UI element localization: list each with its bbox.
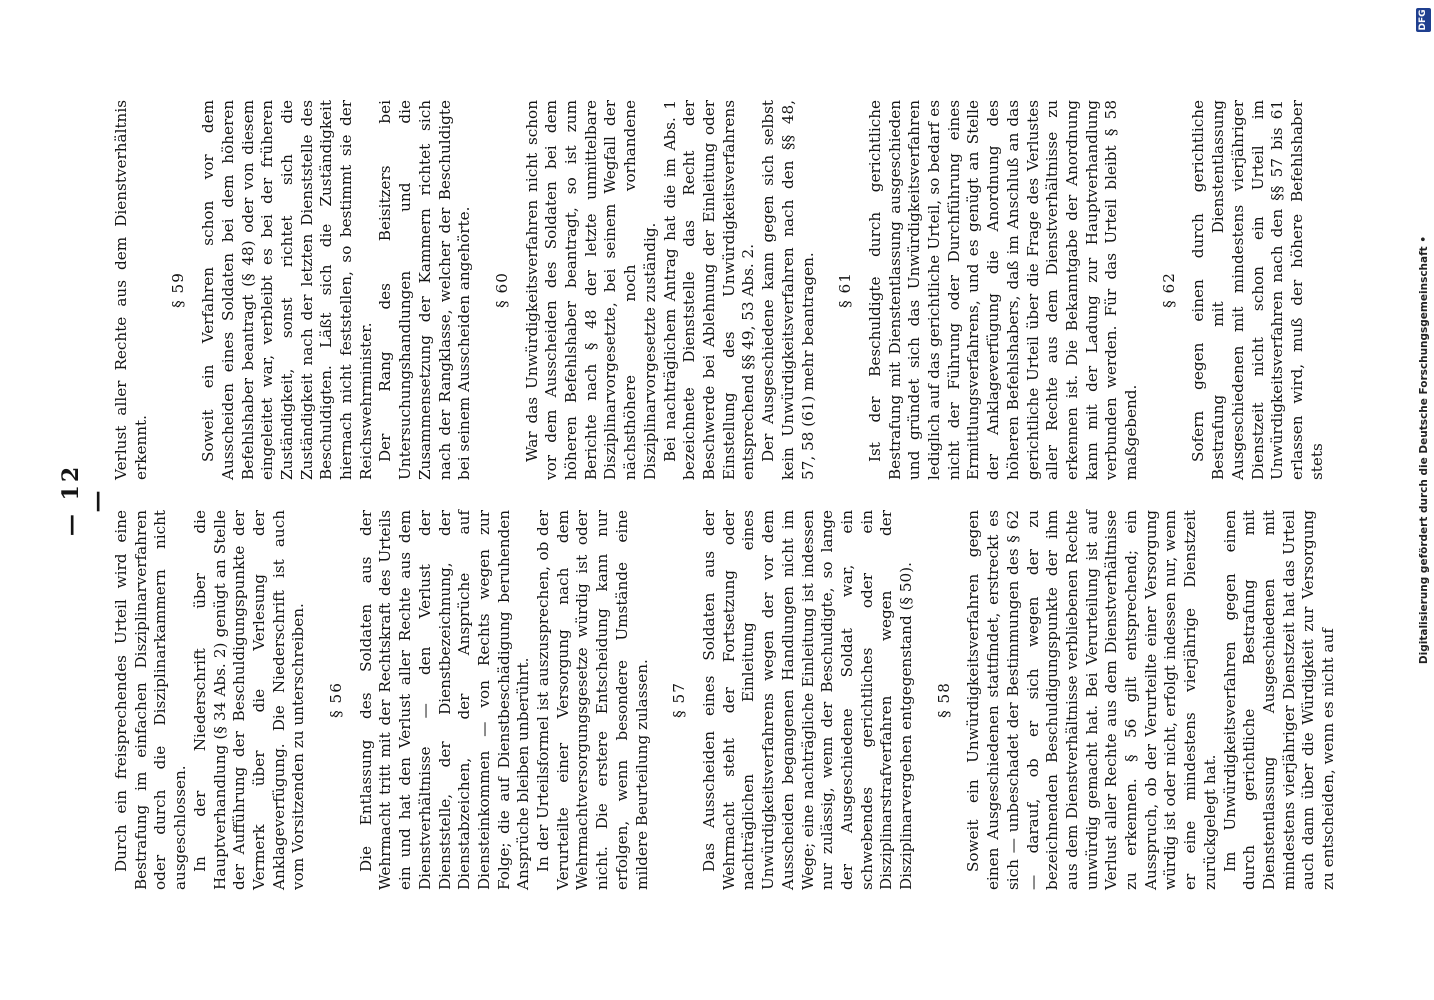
paragraph: In der Niederschrift über die Hauptverhandlung (§ 34 Abs. 2) genügt an Stelle der Aufführung der Beschuldigungspunkte der Vermerk über die Verlesung der Anklageverfügung. Die Niederschrift ist auch vom Vorsitzenden zu unterschreiben. <box>190 510 308 890</box>
section-heading-58: § 58 <box>934 682 953 718</box>
section-heading-59: § 59 <box>169 272 188 308</box>
text-column-right <box>112 100 1327 480</box>
section-heading-56: § 56 <box>327 682 346 718</box>
paragraph: Im Unwürdigkeitsverfahren gegen einen durch gerichtliche Bestrafung mit Dienstentlassung Ausgeschiedenen mit mindestens vierjähriger Dienstzeit hat das Urteil auch dann über die Würdigkeit zur Versorgung zu entscheiden, wenn es nicht auf <box>1220 510 1338 890</box>
paragraph: Die Entlassung des Soldaten aus der Wehrmacht tritt mit der Rechtskraft des Urteils ein und hat den Verlust aller Rechte aus dem Dienstverhältnisse — den Verlust der Dienststelle, der Dienstbezeichnung, der Dienstabzeichen, der Ansprüche auf Diensteinkommen — von Rechts wegen zur Folge; die auf Dienstbeschädigung beruhenden Ansprüche bleiben unberührt. <box>356 510 533 890</box>
paragraph: Soweit ein Unwürdigkeitsverfahren gegen einen Ausgeschiedenen stattfindet, erstreckt es sich — unbeschadet der Bestimmungen des § 62 — darauf, ob er sich wegen der zu bezeichnenden Beschuldigungspunkte der ihm aus dem Dienstverhältnisse verbliebenen Rechte unwürdig gemacht hat. Bei Verurteilung ist auf Verlust aller Rechte aus dem Dienstverhältnisse zu erkennen. § 56 gilt entsprechend; ein Ausspruch, ob der Verurteilte einer Versorgung würdig ist oder nicht, erfolgt indessen nur, wenn er eine mindestens vierjährige Dienstzeit zurückgelegt hat. <box>964 510 1219 890</box>
paragraph: Der Rang des Beisitzers bei Untersuchungshandlungen und die Zusammensetzung der Kammern richtet sich nach der Rangklasse, welcher der Beschuldigte bei seinem Ausscheiden angehörte. <box>376 100 474 480</box>
paragraph: Sofern gegen einen durch gerichtliche Bestrafung mit Dienstentlassung Ausgeschiedenen mit mindestens vierjähriger Dienstzeit nicht schon ein Urteil im Unwürdigkeitsverfahren nach den §§ 57 bis 61 erlassen wird, muß der höhere Befehlshaber stets <box>1189 100 1326 480</box>
dfg-logo: DFG <box>1416 8 1431 32</box>
section-heading-60: § 60 <box>492 272 511 308</box>
paragraph: War das Unwürdigkeitsverfahren nicht schon vor dem Ausscheiden des Soldaten bei dem höheren Befehlshaber beantragt, so ist zum Berichte nach § 48 der letzte unmittelbare Disziplinarvorgesetzte, bei seinem Wegfall der nächsthöhere noch vorhandene Disziplinarvorgesetzte zuständig. <box>522 100 659 480</box>
text-column-left <box>112 510 1339 890</box>
page-number: — 12 — <box>58 463 110 537</box>
section-heading-57: § 57 <box>670 682 689 718</box>
paragraph: Soweit ein Verfahren schon vor dem Ausscheiden eines Soldaten bei dem höheren Befehlshaber beantragt (§ 48) oder von diesem eingeleitet war, verbleibt es bei der früheren Zuständigkeit, sonst richtet sich die Zuständigkeit nach der letzten Dienststelle des Beschuldigten. Läßt sich die Zuständigkeit hiernach nicht feststellen, so bestimmt sie der Reichswehrminister. <box>199 100 375 480</box>
paragraph: Ist der Beschuldigte durch gerichtliche Bestrafung mit Dienstentlassung ausgeschieden und gründet sich das Unwürdigkeitsverfahren lediglich auf das gerichtliche Urteil, so bedarf es nicht der Führung oder Durchführung eines Ermittlungsverfahrens, und es genügt an Stelle der Anklageverfügung die Anordnung des höheren Befehlshabers, daß im Anschluß an das gerichtliche Urteil über die Frage des Verlustes aller Rechte aus dem Dienstverhältnisse zu erkennen ist. Die Bekanntgabe der Anordnung kann mit der Ladung zur Hauptverhandlung verbunden werden. Für das Urteil bleibt § 58 maßgebend. <box>865 100 1141 480</box>
section-heading-61: § 61 <box>836 272 855 308</box>
section-heading-62: § 62 <box>1159 272 1178 308</box>
digitization-credit: Digitalisierung gefördert durch die Deutsche Forschungsgemeinschaft • <box>1418 235 1430 665</box>
paragraph: Verlust aller Rechte aus dem Dienstverhältnis erkennt. <box>112 100 150 480</box>
paragraph: Bei nachträglichem Antrag hat die im Abs. 1 bezeichnete Dienststelle das Recht der Beschwerde bei Ablehnung der Einleitung oder Einstellung des Unwürdigkeitsverfahrens entsprechend §§ 49, 53 Abs. 2. <box>660 100 758 480</box>
paragraph: Das Ausscheiden eines Soldaten aus der Wehrmacht steht der Fortsetzung oder nachträglichen Einleitung eines Unwürdigkeitsverfahrens wegen der vor dem Ausscheiden begangenen Handlungen nicht im Wege; eine nachträgliche Einleitung ist indessen nur zulässig, wenn der Beschuldigte, so lange der Ausgeschiedene Soldat war, ein schwebendes gerichtliches oder ein Disziplinarstrafverfahren wegen der Disziplinarvergehen entgegenstand (§ 50). <box>699 510 916 890</box>
paragraph: Durch ein freisprechendes Urteil wird eine Bestrafung im einfachen Disziplinarverfahren oder durch die Disziplinarkammern nicht ausgeschlossen. <box>112 510 190 890</box>
paragraph: Der Ausgeschiedene kann gegen sich selbst kein Unwürdigkeitsverfahren nach den §§ 48, 57, 58 (61) mehr beantragen. <box>759 100 817 480</box>
paragraph: In der Urteilsformel ist auszusprechen, ob der Verurteilte einer Versorgung nach dem Wehrmachtversorgungsgesetze würdig ist oder nicht. Die erstere Entscheidung kann nur erfolgen, wenn besondere Umstände eine mildere Beurteilung zulassen. <box>534 510 651 890</box>
